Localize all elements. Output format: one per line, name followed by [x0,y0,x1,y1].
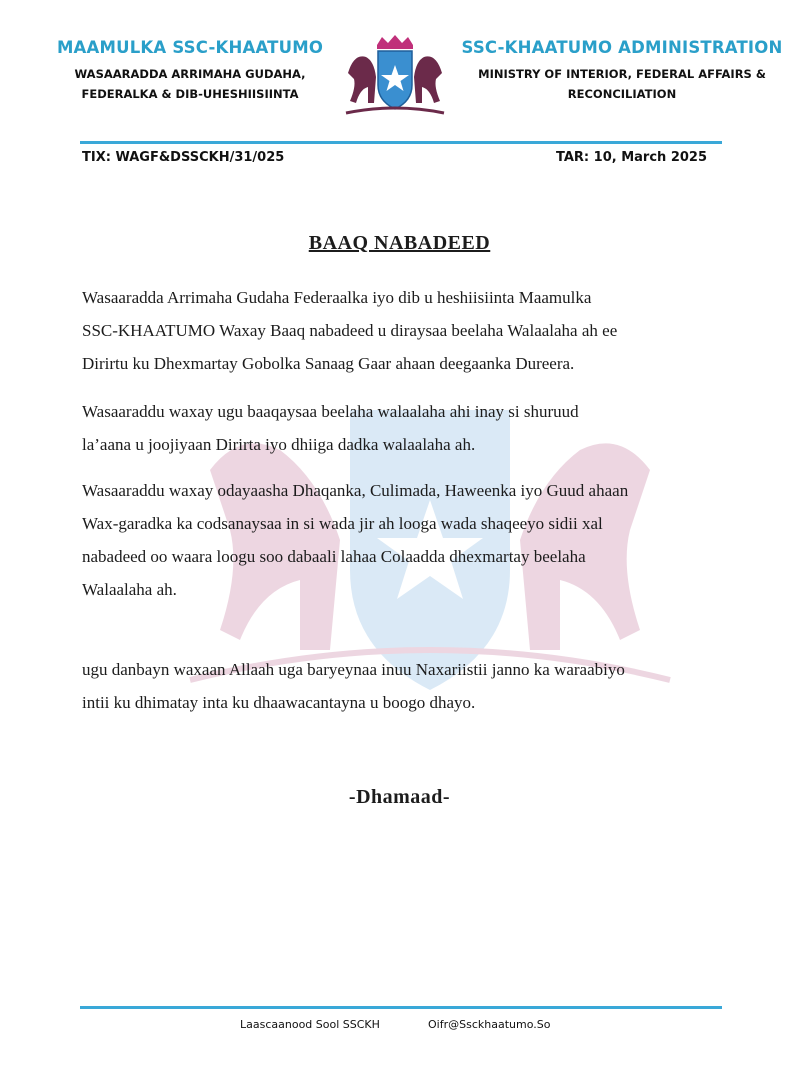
closing-mark: -Dhamaad- [348,786,451,808]
paragraph-1 [82,281,732,380]
document-title: BAAQ NABADEED [308,232,491,254]
paragraph-line: la’aana u joojiyaan Dirirta iyo dhiiga dadka walaalaha ah. [82,435,476,454]
paragraph-2 [82,395,732,461]
paragraph-line: Dirirtu ku Dhexmartay Gobolka Sanaag Gaar ahaan deegaanka Dureera. [82,354,575,373]
paragraph-line: Walaalaha ah. [82,580,177,599]
header-left-block [40,38,340,104]
paragraph-line: SSC-KHAATUMO Waxay Baaq nabadeed u diraysaa beelaha Walaalaha ah ee [82,321,618,340]
header-right-title: SSC-KHAATUMO ADMINISTRATION [461,38,783,57]
paragraph-line: Wasaaradda Arrimaha Gudaha Federaalka iyo dib u heshiisiinta Maamulka [82,288,592,307]
reference-number: TIX: WAGF&DSSCKH/31/025 [82,150,285,165]
header-right-block [452,38,792,104]
paragraph-line: Wax-garadka ka codsanaysaa in si wada jir ah looga wada shaqeeyo sidii xal [82,514,603,533]
paragraph-4 [82,653,732,719]
paragraph-line: Wasaaraddu waxay ugu baaqaysaa beelaha walaalaha ahi inay si shuruud [82,402,579,421]
header-right-sub-line2: RECONCILIATION [567,87,677,101]
paragraph-line: ugu danbayn waxaan Allaah uga baryeynaa inuu Naxariistii janno ka waraabiyo [82,660,625,679]
paragraph-line: intii ku dhimatay inta ku dhaawacantayna u boogo dhayo. [82,693,476,712]
footer-divider [80,1006,722,1009]
footer-address: Laascaanood Sool SSCKH [240,1018,380,1031]
header-left-title: MAAMULKA SSC-KHAATUMO [56,38,324,57]
paragraph-line: Wasaaraddu waxay odayaasha Dhaqanka, Culimada, Haweenka iyo Guud ahaan [82,481,629,500]
paragraph-3 [82,474,732,606]
header-left-sub-line2: FEDERALKA & DIB-UHESHIISIINTA [81,87,299,101]
header-left-subtitle [40,64,340,104]
coat-of-arms-icon [340,33,450,121]
header-right-sub-line1: MINISTRY OF INTERIOR, FEDERAL AFFAIRS & [478,67,766,81]
paragraph-line: nabadeed oo waara loogu soo dabaali lahaa Colaadda dhexmartay beelaha [82,547,586,566]
header-left-sub-line1: WASAARADDA ARRIMAHA GUDAHA, [74,67,306,81]
header-right-subtitle [452,64,792,104]
footer-email: Oifr@Ssckhaatumo.So [428,1018,551,1031]
header-divider [80,141,722,144]
letter-date: TAR: 10, March 2025 [556,150,707,165]
